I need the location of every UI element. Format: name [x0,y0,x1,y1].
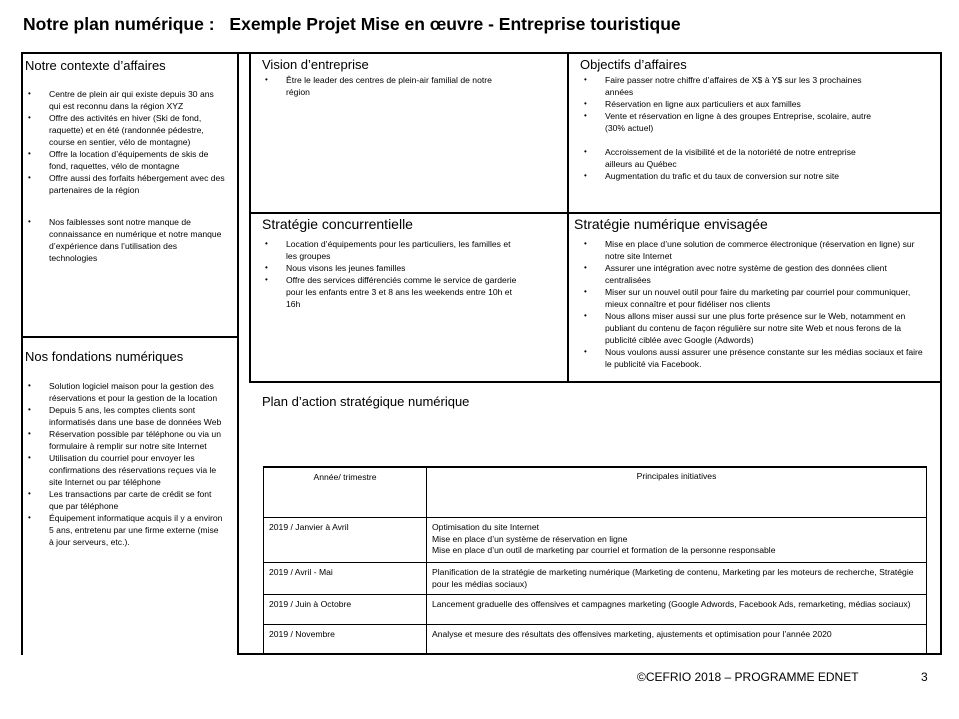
divider [21,336,239,338]
initiative-line: Optimisation du site Internet [432,522,539,532]
table-cell-period: 2019 / Juin à Octobre [264,595,427,625]
table-row [264,518,927,563]
list-item: • Accroissement de la visibilité et de la notoriété de notre entreprise ailleurs au Québec [581,146,881,170]
fondations-list [25,380,225,548]
table-cell-initiatives [427,595,927,625]
divider [249,212,942,214]
objectifs-list [581,74,881,182]
list-item: • Nous allons miser aussi sur une plus forte présence sur le Web, notamment en publiant du contenu de façon régulière sur notre site Web et nous ferons de la publicité ciblée avec Google (Adwords) [581,310,927,346]
table-row [264,625,927,655]
vision-list [262,74,512,98]
strategie-title: Stratégie concurrentielle [262,216,413,232]
plan-title: Plan d’action stratégique numérique [262,394,470,409]
objectifs-title: Objectifs d’affaires [580,57,687,72]
list-item: • Équipement informatique acquis il y a environ 5 ans, entretenu par une firme externe (mise à jour serveurs, etc.). [25,512,225,548]
list-item: • Location d’équipements pour les particuliers, les familles et les groupes [262,238,522,262]
table-header-initiatives: Principales initiatives [427,467,927,518]
table-header-row [264,467,927,518]
list-item: • Faire passer notre chiffre d’affaires de X$ à Y$ sur les 3 prochaines années [581,74,881,98]
list-item: • Nous visons les jeunes familles [262,262,522,274]
divider [21,52,23,655]
list-item: • Offre aussi des forfaits hébergement avec des partenaires de la région [25,172,225,196]
initiative-line: Planification de la stratégie de marketing numérique (Marketing de contenu, Marketing par les moteurs de recherche, Stratégie pour les médias sociaux) [432,567,914,589]
list-item: • Les transactions par carte de crédit se font que par téléphone [25,488,225,512]
vision-title: Vision d’entreprise [262,57,369,72]
table-cell-initiatives [427,518,927,563]
list-item: • Nous voulons aussi assurer une présence constante sur les médias sociaux et faire le publicité via Facebook. [581,346,927,370]
table-row [264,595,927,625]
list-item: • Réservation possible par téléphone ou via un formulaire à remplir sur notre site Internet [25,428,225,452]
plan-table [263,466,927,655]
list-item: • Nos faiblesses sont notre manque de connaissance en numérique et notre manque d’expérience dans l’utilisation des technologies [25,216,225,264]
list-item: • Réservation en ligne aux particuliers et aux familles [581,98,881,110]
list-item: • Solution logiciel maison pour la gestion des réservations et pour la gestion de la location [25,380,225,404]
divider [249,52,251,382]
table-header-period: Année/ trimestre [264,467,427,518]
list-item: • Offre la location d’équipements de skis de fond, raquettes, vélo de montagne [25,148,225,172]
strategie-num-title: Stratégie numérique envisagée [574,216,768,232]
divider [237,52,239,655]
contexte-list [25,88,225,264]
list-item: • Vente et réservation en ligne à des groupes Entreprise, scolaire, autre (30% actuel) [581,110,881,134]
list-item: • Offre des activités en hiver (Ski de fond, raquette) et en été (randonnée pédestre, course en sentier, vélo de montagne) [25,112,225,148]
initiative-line: Mise en place d’un outil de marketing par courriel et formation de la personne responsable [432,545,776,555]
table-cell-initiatives [427,563,927,595]
table-row [264,563,927,595]
list-item: • Augmentation du trafic et du taux de conversion sur notre site [581,170,881,182]
divider [940,381,942,655]
list-item: • Centre de plein air qui existe depuis 30 ans qui est reconnu dans la région XYZ [25,88,225,112]
divider [940,52,942,383]
strategie-num-list [581,238,927,370]
footer-copyright: ©CEFRIO 2018 – PROGRAMME EDNET [637,670,859,684]
table-cell-period: 2019 / Avril - Mai [264,563,427,595]
contexte-title: Notre contexte d’affaires [25,58,166,73]
list-item: • Utilisation du courriel pour envoyer les confirmations des réservations reçues via le site Internet ou par téléphone [25,452,225,488]
list-item: • Offre des services différenciés comme le service de garderie pour les enfants entre 3 et 8 ans les weekends entre 10h et 16h [262,274,522,310]
list-item: • Mise en place d’une solution de commerce électronique (réservation en ligne) sur notre site Internet [581,238,927,262]
divider [21,52,942,54]
initiative-line: Lancement graduelle des offensives et campagnes marketing (Google Adwords, Facebook Ads, remarketing, médias sociaux) [432,599,911,609]
title-prefix: Notre plan numérique : [23,14,215,34]
list-item: • Miser sur un nouvel outil pour faire du marketing par courriel pour communiquer, mieux connaître et pour fidéliser nos clients [581,286,927,310]
fondations-title: Nos fondations numériques [25,349,184,364]
table-cell-period: 2019 / Janvier à Avril [264,518,427,563]
initiative-line: Analyse et mesure des résultats des offensives marketing, ajustements et optimisation pour l’année 2020 [432,629,832,639]
title-main: Exemple Projet Mise en œuvre - Entreprise touristique [229,14,681,34]
divider [249,381,942,383]
list-item: • Depuis 5 ans, les comptes clients sont informatisés dans une base de données Web [25,404,225,428]
page-title [23,14,691,35]
table-cell-period: 2019 / Novembre [264,625,427,655]
initiative-line: Mise en place d’un système de réservation en ligne [432,533,628,544]
list-item: • Être le leader des centres de plein-air familial de notre région [262,74,512,98]
table-cell-initiatives [427,625,927,655]
divider [567,52,569,382]
list-item: • Assurer une intégration avec notre système de gestion des données client centralisées [581,262,927,286]
strategie-list [262,238,522,310]
page-number: 3 [921,670,928,684]
